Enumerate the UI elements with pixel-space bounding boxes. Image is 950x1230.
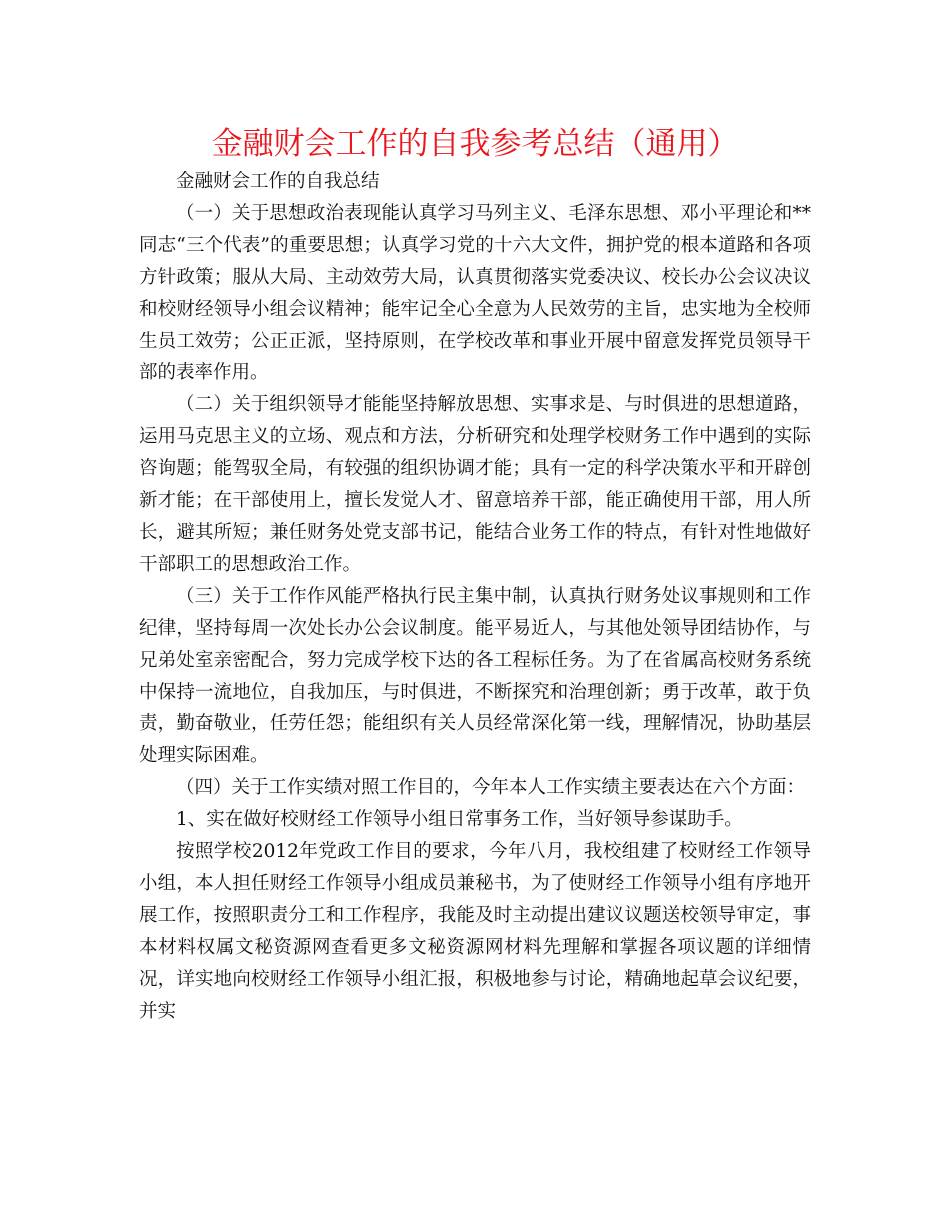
paragraph-work-style: （三）关于工作作风能严格执行民主集中制，认真执行财务处议事规则和工作纪律，坚持每周一次处长办公会议制度。能平易近人，与其他处领导团结协作，与兄弟处室亲密配合，努力完成学校下达的各工程标任务。为了在省属高校财务系统中保持一流地位，自我加压，与时俱进，不断探究和治理创新；勇于改革，敢于负责，勤奋敬业，任劳任怨；能组织有关人员经常深化第一线，理解情况，协助基层处理实际困难。 [139,585,811,767]
paragraph-item-1: 1、实在做好校财经工作领导小组日常事务工作，当好领导参谋助手。 [176,809,743,831]
paragraph-leadership-ability: （二）关于组织领导才能能坚持解放思想、实事求是、与时俱进的思想道路，运用马克思主义的立场、观点和方法，分析研究和处理学校财务工作中遇到的实际咨询题；能驾驭全局，有较强的组织协调才能；具有一定的科学决策水平和开辟创新才能；在干部使用上，擅长发觉人才、留意培养干部，能正确使用干部，用人所长，避其所短；兼任财务处党支部书记，能结合业务工作的特点，有针对性地做好干部职工的思想政治工作。 [139,394,811,575]
document-body [139,166,811,1027]
paragraph-political-performance: （一）关于思想政治表现能认真学习马列主义、毛泽东思想、邓小平理论和**同志“三个代表”的重要思想；认真学习党的十六大文件，拥护党的根本道路和各项方针政策；服从大局、主动效劳大局，认真贯彻落实党委决议、校长办公会议决议和校财经领导小组会议精神；能牢记全心全意为人民效劳的主旨，忠实地为全校师生员工效劳；公正正派，坚持原则，在学校改革和事业开展中留意发挥党员领导干部的表率作用。 [139,202,811,384]
document-subtitle: 金融财会工作的自我总结 [176,171,380,192]
paragraph-finance-group: 按照学校2012年党政工作目的要求，今年八月，我校组建了校财经工作领导小组，本人担任财经工作领导小组成员兼秘书，为了使财经工作领导小组有序地开展工作，按照职责分工和工作程序，我能及时主动提出建议议题送校领导审定，事本材料权属文秘资源网查看更多文秘资源网材料先理解和掌握各项议题的详细情况，详实地向校财经工作领导小组汇报，积极地参与讨论，精确地起草会议纪要，并实 [139,841,811,1022]
paragraph-work-achievements: （四）关于工作实绩对照工作目的，今年本人工作实绩主要表达在六个方面： [176,777,806,799]
document-title: 金融财会工作的自我参考总结（通用） [211,126,739,162]
